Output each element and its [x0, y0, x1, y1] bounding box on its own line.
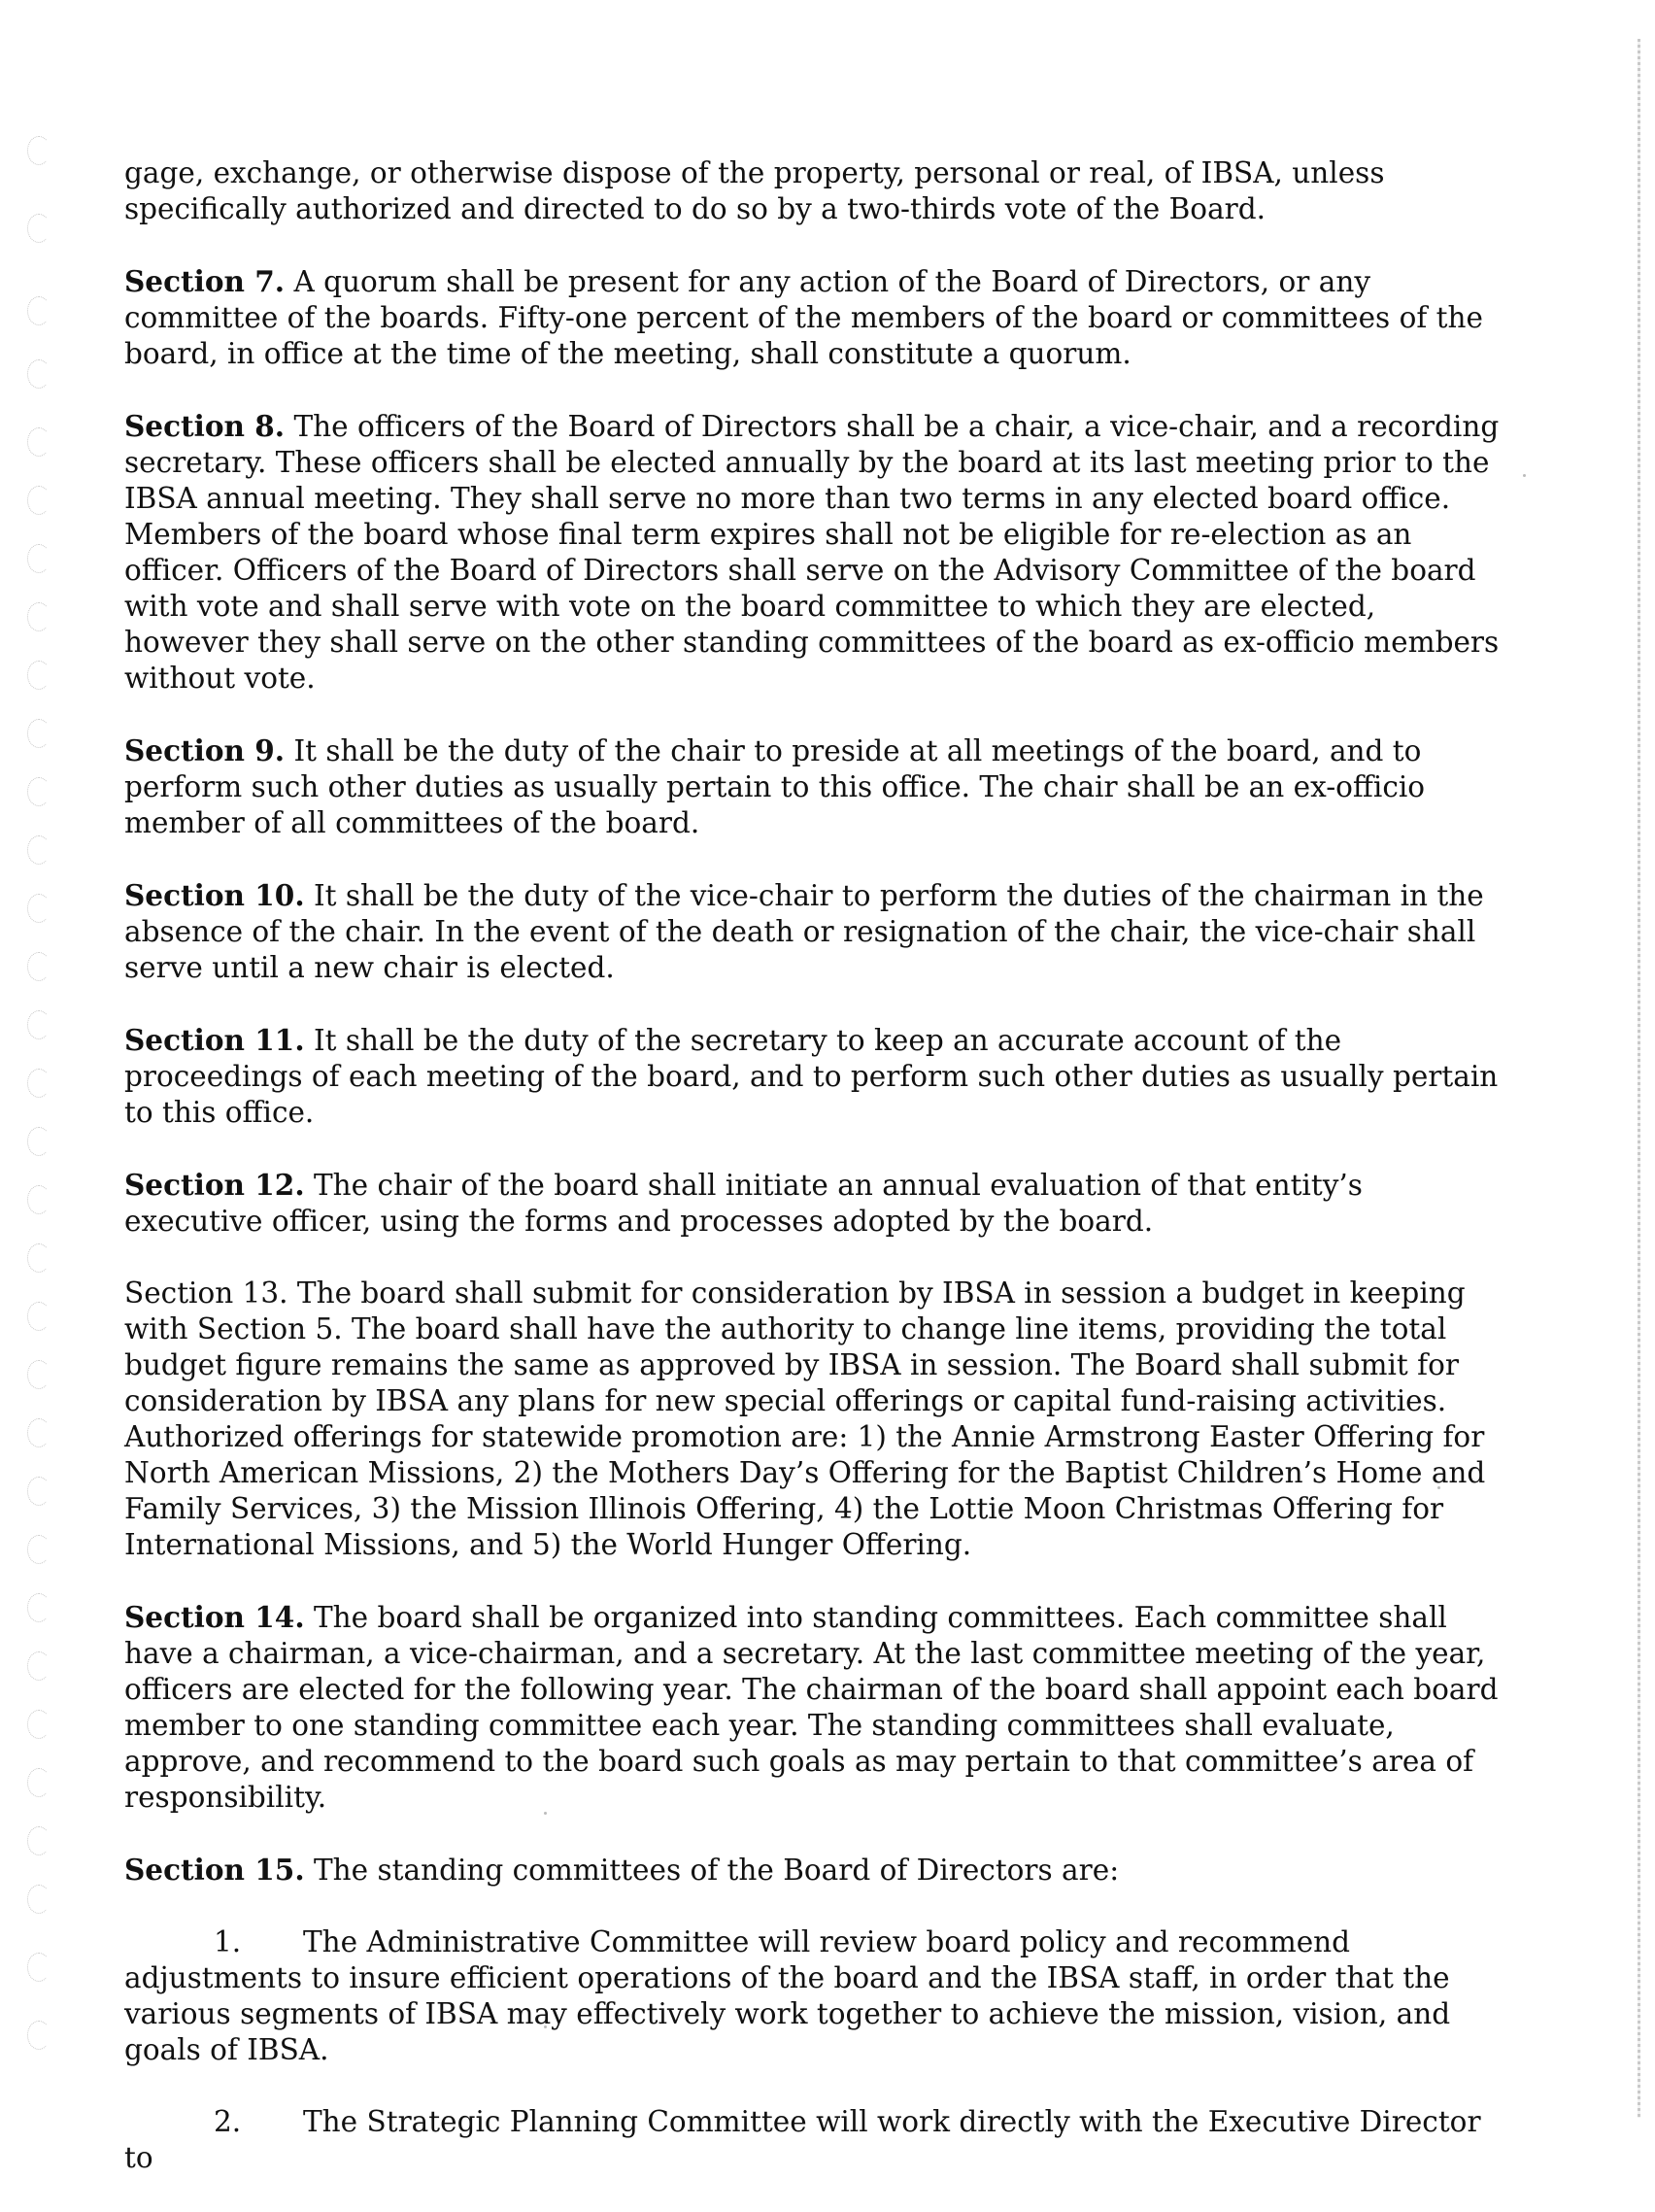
hole-mark [27, 136, 51, 165]
section-text: It shall be the duty of the chair to preside at all meetings of the board, and to perform such other duties as usually pertain to this office. The chair shall be an ex-officio member of all committees of the board. [124, 734, 1426, 839]
hole-mark [27, 2021, 51, 2050]
hole-mark [27, 544, 51, 573]
section-text: The board shall be organized into standing committees. Each committee shall have a chairman, a vice-chairman, and a secretary. At the last committee meeting of the year, officers are elected for the following year. The chairman of the board shall appoint each board member to one standing committee each year. The standing committees shall evaluate, approve, and recommend to the board such goals as may pertain to that committee’s area of responsibility. [124, 1601, 1499, 1814]
section-text: It shall be the duty of the vice-chair to perform the duties of the chairman in the absence of the chair. In the event of the death or resignation of the chair, the vice-chair shall serve until a new chair is elected. [124, 879, 1484, 984]
section-8 [124, 408, 1503, 697]
hole-mark [27, 1069, 51, 1098]
hole-mark [27, 214, 51, 243]
scan-speck [1523, 474, 1526, 477]
hole-mark [27, 1010, 51, 1039]
section-text: The standing committees of the Board of Directors are: [313, 1854, 1120, 1887]
opening-paragraph: gage, exchange, or otherwise dispose of the property, personal or real, of IBSA, unless specifically authorized and directed to do so by a two-thirds vote of the Board. [124, 156, 1385, 225]
committee-item-1 [124, 1924, 1503, 2068]
hole-mark [27, 1418, 51, 1447]
hole-mark [27, 1768, 51, 1797]
hole-mark [27, 1127, 51, 1156]
hole-mark [27, 1185, 51, 1214]
section-11 [124, 1022, 1503, 1131]
hole-mark [27, 1360, 51, 1389]
list-number: 1. [214, 1925, 242, 1958]
section-text: The officers of the Board of Directors shall be a chair, a vice-chair, and a recording secretary. These officers shall be elected annually by the board at its last meeting prior to the IBSA annual meeting. They shall serve no more than two terms in any elected board office. Members of the board whose final term expires shall not be eligible for re-election as an officer. Officers of the Board of Directors shall serve on the Advisory Committee of the board with vote and shall serve with vote on the board committee to which they are elected, however they shall serve on the other standing committees of the board as ex-officio members without vote. [124, 410, 1500, 695]
hole-mark [27, 835, 51, 865]
hole-mark [27, 1593, 51, 1622]
hole-mark [27, 777, 51, 806]
section-label: Section 15. [124, 1853, 305, 1887]
section-label: Section 12. [124, 1168, 305, 1202]
section-text: A quorum shall be present for any action of the Board of Directors, or any committee of the boards. Fifty-one percent of the members of the board or committees of the board, in office at the time of the meeting, shall constitute a quorum. [124, 265, 1483, 370]
hole-mark [27, 1885, 51, 1914]
section-12 [124, 1167, 1503, 1240]
section-text: It shall be the duty of the secretary to keep an accurate account of the proceedings of each meeting of the board, and to perform such other duties as usually pertain to this office. [124, 1024, 1499, 1129]
hole-mark [27, 602, 51, 631]
hole-mark [27, 427, 51, 457]
hole-mark [27, 1710, 51, 1739]
section-label: Section 10. [124, 878, 305, 912]
hole-mark [27, 1826, 51, 1855]
section-7 [124, 263, 1503, 372]
document-body [124, 155, 1503, 2212]
binder-hole-marks [19, 19, 58, 2127]
section-label: Section 11. [124, 1023, 305, 1057]
list-number: 2. [214, 2105, 242, 2138]
scan-edge-line [1638, 39, 1640, 2118]
hole-mark [27, 359, 51, 389]
hole-mark [27, 894, 51, 923]
committee-item-2 [124, 2104, 1503, 2176]
section-9 [124, 732, 1503, 841]
section-13: Section 13. The board shall submit for consideration by IBSA in session a budget in keeping with Section 5. The board shall have the authority to change line items, providing the total budget figure remains the same as approved by IBSA in session. The Board shall submit for consideration by IBSA any plans for new special offerings or capital fund-raising activities. Authorized offerings for statewide promotion are: 1) the Annie Armstrong Easter Offering for North American Missions, 2) the Mothers Day’s Offering for the Baptist Children’s Home and Family Services, 3) the Mission Illinois Offering, 4) the Lottie Moon Christmas Offering for International Missions, and 5) the World Hunger Offering. [124, 1276, 1486, 1561]
section-text: The chair of the board shall initiate an annual evaluation of that entity’s executive officer, using the forms and processes adopted by the board. [124, 1169, 1363, 1238]
hole-mark [27, 1651, 51, 1681]
list-text: The Strategic Planning Committee will work directly with the Executive Director to [124, 2105, 1481, 2174]
hole-mark [27, 1243, 51, 1273]
hole-mark [27, 1302, 51, 1331]
section-10 [124, 877, 1503, 986]
hole-mark [27, 719, 51, 748]
hole-mark [27, 661, 51, 690]
section-label: Section 9. [124, 733, 286, 767]
hole-mark [27, 296, 51, 325]
section-label: Section 7. [124, 264, 286, 298]
hole-mark [27, 1953, 51, 1982]
section-label: Section 8. [124, 409, 286, 443]
hole-mark [27, 1477, 51, 1506]
section-15 [124, 1852, 1503, 1889]
hole-mark [27, 952, 51, 981]
section-label: Section 14. [124, 1600, 305, 1634]
section-14 [124, 1599, 1503, 1816]
hole-mark [27, 1535, 51, 1564]
list-text: The Administrative Committee will review board policy and recommend adjustments to insure efficient operations of the board and the IBSA staff, in order that the various segments of IBSA may effectively work together to achieve the mission, vision, and goals of IBSA. [124, 1925, 1451, 2066]
hole-mark [27, 486, 51, 515]
